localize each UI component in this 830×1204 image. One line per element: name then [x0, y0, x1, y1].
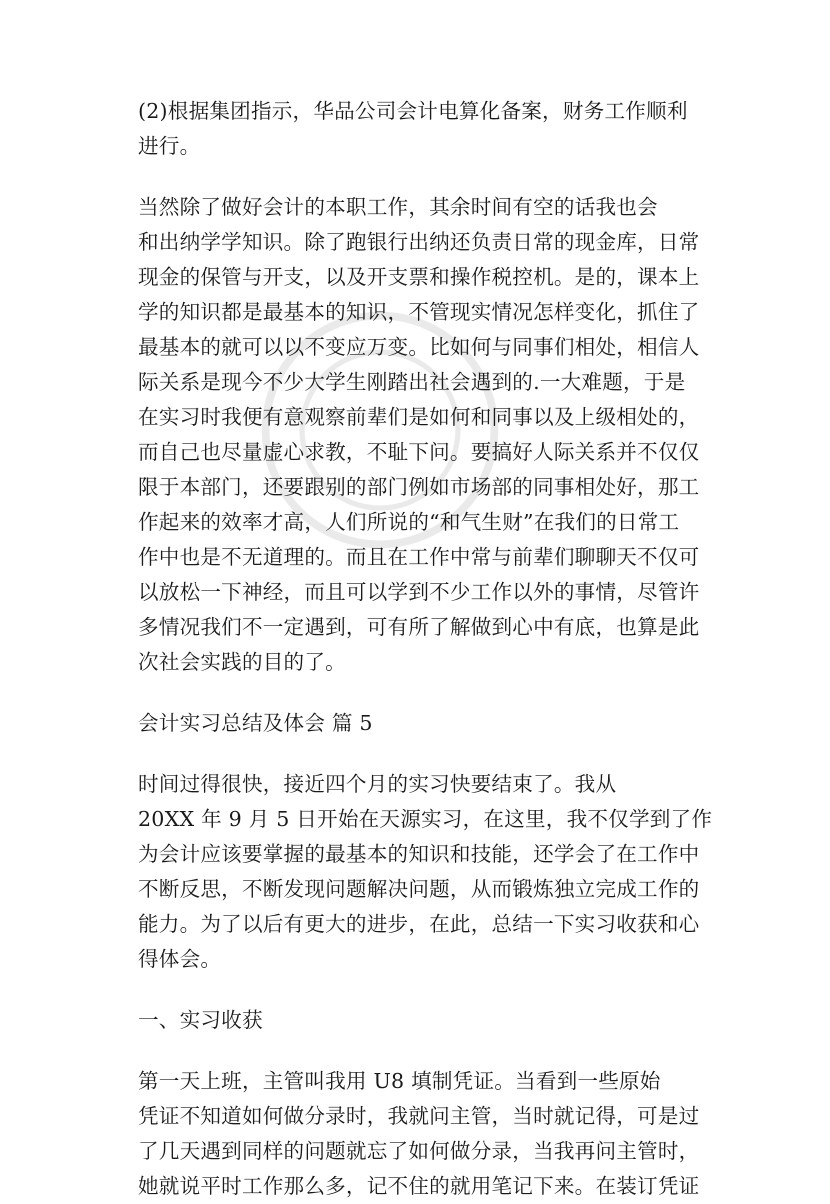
- section-heading: [138, 1003, 714, 1038]
- text-line: 现金的保管与开支，以及开支票和操作税控机。是的，课本上: [138, 265, 700, 289]
- text-line: 为会计应该要掌握的最基本的知识和技能，还学会了在工作中: [138, 842, 700, 866]
- text-line: 不断反思，不断发现问题解决问题，从而锻炼独立完成工作的: [138, 877, 700, 901]
- text-line: 第一天上班，主管叫我用 U8 填制凭证。当看到一些原始: [138, 1069, 661, 1093]
- text-line: 在实习时我便有意观察前辈们是如何和同事以及上级相处的，: [138, 405, 700, 429]
- text-line: 作中也是不无道理的。而且在工作中常与前辈们聊聊天不仅可: [138, 545, 700, 569]
- text-line: (2)根据集团指示，华品公司会计电算化备案，财务工作顺利: [138, 99, 688, 123]
- text-line: 进行。: [138, 134, 201, 158]
- text-line: 她就说平时工作那么多，记不住的就用笔记下来。在装订凭证: [138, 1174, 700, 1198]
- text-line: 最基本的就可以以不变应万变。比如何与同事们相处，相信人: [138, 335, 700, 359]
- text-line: 时间过得很快，接近四个月的实习快要结束了。我从: [138, 772, 617, 796]
- text-line: 限于本部门，还要跟别的部门例如市场部的同事相处好，那工: [138, 475, 700, 499]
- paragraph: [138, 1064, 714, 1204]
- text-line: 而自己也尽量虚心求教，不耻下问。要搞好人际关系并不仅仅: [138, 440, 700, 464]
- document-body: [138, 94, 714, 1204]
- text-line: 次社会实践的目的了。: [138, 650, 346, 674]
- text-line: 20XX 年 9 月 5 日开始在天源实习，在这里，我不仅学到了作: [138, 807, 713, 831]
- text-line: 当然除了做好会计的本职工作，其余时间有空的话我也会: [138, 195, 658, 219]
- paragraph-gap: [138, 1038, 714, 1064]
- text-line: 得体会。: [138, 947, 222, 971]
- text-line: 以放松一下神经，而且可以学到不少工作以外的事情，尽管许: [138, 580, 700, 604]
- heading-line: 一、实习收获: [138, 1008, 263, 1032]
- text-line: 作起来的效率才高，人们所说的“和气生财”在我们的日常工: [138, 510, 680, 534]
- paragraph-gap: [138, 164, 714, 190]
- text-line: 能力。为了以后有更大的进步，在此，总结一下实习收获和心: [138, 912, 700, 936]
- text-line: 凭证不知道如何做分录时，我就问主管，当时就记得，可是过: [138, 1104, 700, 1128]
- text-line: 多情况我们不一定遇到，可有所了解做到心中有底，也算是此: [138, 615, 700, 639]
- text-line: 际关系是现今不少大学生刚踏出社会遇到的.一大难题，于是: [138, 370, 686, 394]
- paragraph: [138, 94, 714, 164]
- text-line: 学的知识都是最基本的知识，不管现实情况怎样变化，抓住了: [138, 300, 700, 324]
- paragraph-gap: [138, 680, 714, 706]
- paragraph: [138, 190, 714, 680]
- paragraph-gap: [138, 977, 714, 1003]
- paragraph-gap: [138, 741, 714, 767]
- section-heading: [138, 706, 714, 741]
- heading-line: 会计实习总结及体会 篇 5: [138, 711, 373, 735]
- paragraph: [138, 767, 714, 977]
- text-line: 和出纳学学知识。除了跑银行出纳还负责日常的现金库，日常: [138, 230, 700, 254]
- text-line: 了几天遇到同样的问题就忘了如何做分录，当我再问主管时，: [138, 1139, 700, 1163]
